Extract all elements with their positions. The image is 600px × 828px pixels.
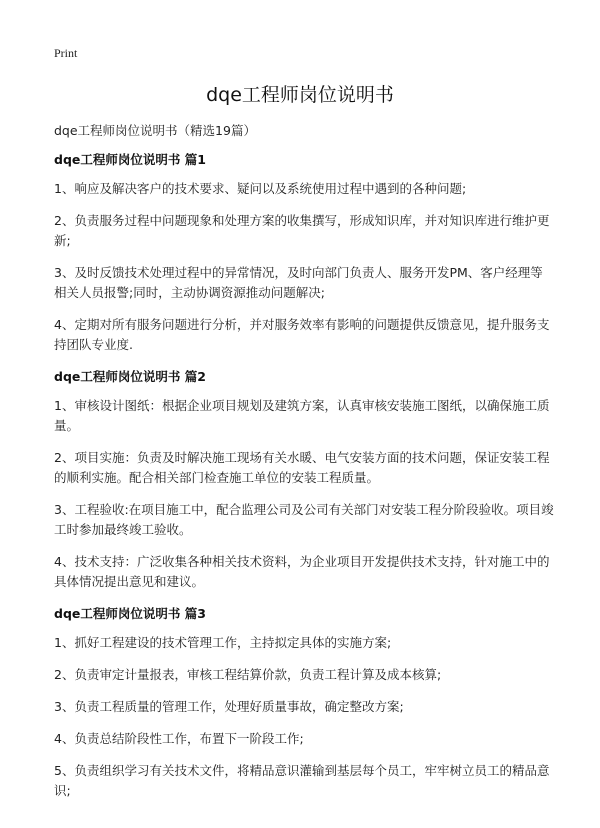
section-heading: dqe工程师岗位说明书 篇2 <box>54 369 206 384</box>
section-3 <box>54 604 554 801</box>
list-item: 4、技术支持：广泛收集各种相关技术资料，为企业项目开发提供技术支持，针对施工中的具体情况提出意见和建议。 <box>54 554 550 589</box>
page-title: dqe工程师岗位说明书 <box>206 84 394 106</box>
section-heading: dqe工程师岗位说明书 篇1 <box>54 152 206 167</box>
list-item: 2、项目实施：负责及时解决施工现场有关水暖、电气安装方面的技术问题，保证安装工程的顺利实施。配合相关部门检查施工单位的安装工程质量。 <box>54 450 550 485</box>
list-item: 3、工程验收:在项目施工中，配合监理公司及公司有关部门对安装工程分阶段验收。项目竣工时参加最终竣工验收。 <box>54 502 554 537</box>
list-item: 4、定期对所有服务问题进行分析，并对服务效率有影响的问题提供反馈意见，提升服务支持团队专业度. <box>54 317 550 352</box>
document-body <box>54 150 554 801</box>
list-item: 2、负责服务过程中问题现象和处理方案的收集撰写，形成知识库，并对知识库进行维护更新; <box>54 213 550 248</box>
print-label: Print <box>54 46 78 60</box>
list-item: 1、响应及解决客户的技术要求、疑问以及系统使用过程中遇到的各种问题; <box>54 181 467 196</box>
section-heading: dqe工程师岗位说明书 篇3 <box>54 606 206 621</box>
list-item: 3、及时反馈技术处理过程中的异常情况，及时向部门负责人、服务开发PM、客户经理等相关人员报警;同时，主动协调资源推动问题解决; <box>54 265 543 300</box>
list-item: 3、负责工程质量的管理工作，处理好质量事故，确定整改方案; <box>54 699 404 714</box>
list-item: 1、审核设计图纸：根据企业项目规划及建筑方案，认真审核安装施工图纸，以确保施工质量。 <box>54 398 550 433</box>
list-item: 2、负责审定计量报表，审核工程结算价款，负责工程计算及成本核算; <box>54 667 442 682</box>
list-item: 4、负责总结阶段性工作，布置下一阶段工作; <box>54 731 304 746</box>
section-1 <box>54 150 554 355</box>
list-item: 1、抓好工程建设的技术管理工作，主持拟定具体的实施方案; <box>54 635 392 650</box>
list-item: 5、负责组织学习有关技术文件，将精品意识灌输到基层每个员工，牢牢树立员工的精品意识; <box>54 763 550 798</box>
section-2 <box>54 367 554 592</box>
document-subtitle: dqe工程师岗位说明书（精选19篇） <box>54 123 256 138</box>
